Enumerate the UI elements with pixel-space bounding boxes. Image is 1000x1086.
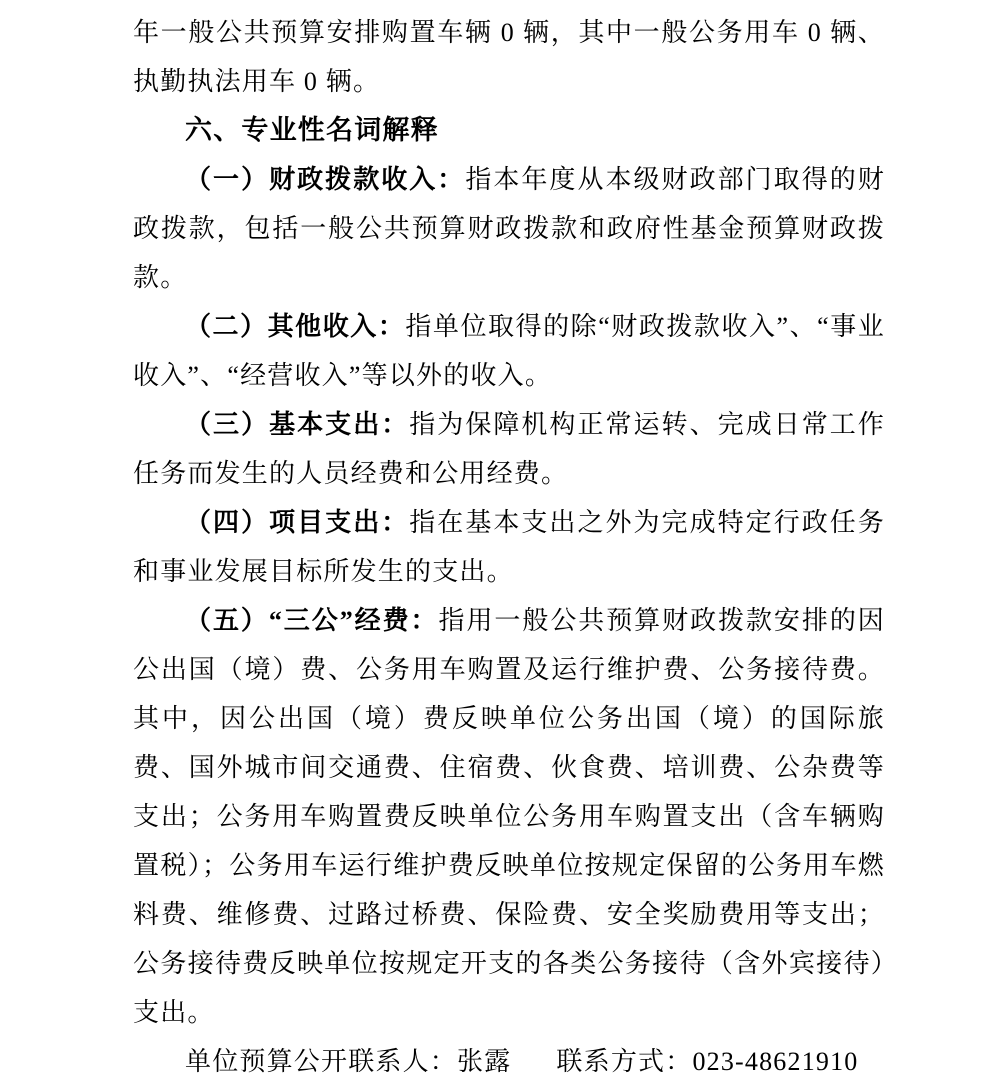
contact-name: 张露 xyxy=(457,1047,512,1076)
definition-paragraph-3 xyxy=(133,400,885,498)
contact-label: 单位预算公开联系人： xyxy=(185,1047,458,1076)
definition-paragraph-5 xyxy=(133,596,885,1037)
definition-text: 指为保障机构正常运转、完成日常工作任务而发生的人员经费和公用经费。 xyxy=(133,410,885,488)
section-heading: 六、专业性名词解释 xyxy=(185,115,439,145)
phone-label: 联系方式： xyxy=(556,1047,693,1076)
definition-term: （四）项目支出： xyxy=(185,508,410,537)
phone-number: 023-48621910 xyxy=(692,1047,859,1076)
definition-term: （二）其他收入： xyxy=(185,312,406,341)
definition-paragraph-4 xyxy=(133,498,885,596)
contact-line xyxy=(133,1037,885,1086)
definition-term: （一）财政拨款收入： xyxy=(185,165,466,194)
definition-text: 指用一般公共预算财政拨款安排的因公出国（境）费、公务用车购置及运行维护费、公务接待费。其中，因公出国（境）费反映单位公务出国（境）的国际旅费、国外城市间交通费、住宿费、伙食费、培训费、公杂费等支出；公务用车购置费反映单位公务用车购置支出（含车辆购置税）；公务用车运行维护费反映单位按规定保留的公务用车燃料费、维修费、过路过桥费、保险费、安全奖励费用等支出；公务接待费反映单位按规定开支的各类公务接待（含外宾接待）支出。 xyxy=(133,606,885,1027)
definition-paragraph-1 xyxy=(133,155,885,302)
definition-text: 指单位取得的除“财政拨款收入”、“事业收入”、“经营收入”等以外的收入。 xyxy=(133,312,886,390)
definition-term: （五）“三公”经费： xyxy=(185,606,439,635)
definition-paragraph-2 xyxy=(133,302,885,400)
definition-term: （三）基本支出： xyxy=(185,410,410,439)
definition-text: 指在基本支出之外为完成特定行政任务和事业发展目标所发生的支出。 xyxy=(133,508,885,586)
definition-text: 指本年度从本级财政部门取得的财政拨款，包括一般公共预算财政拨款和政府性基金预算财政拨款。 xyxy=(133,165,885,292)
intro-paragraph: 年一般公共预算安排购置车辆 0 辆，其中一般公务用车 0 辆、执勤执法用车 0 辆。 xyxy=(133,18,885,96)
